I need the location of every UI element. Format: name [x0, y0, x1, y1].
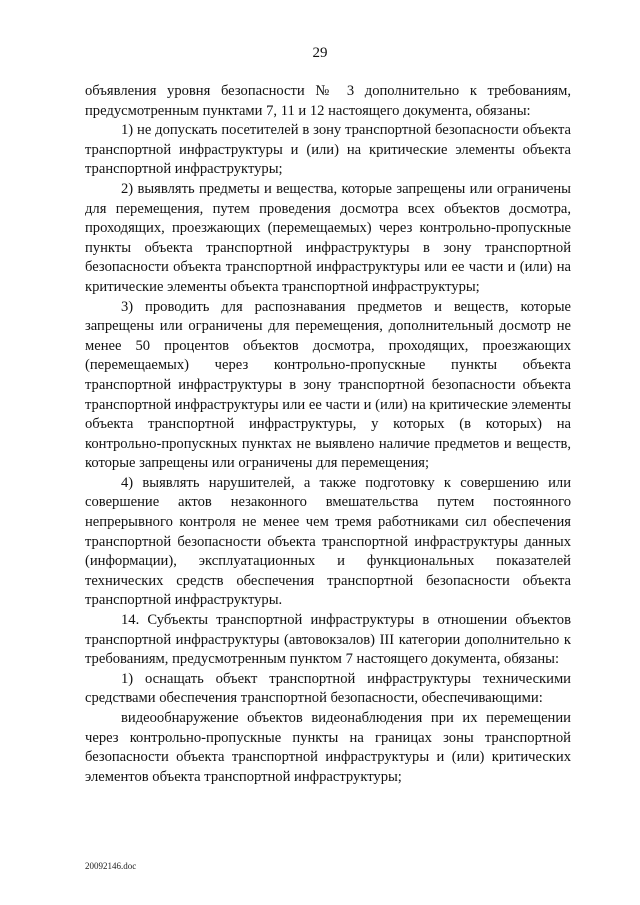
paragraph-item-1: 1) не допускать посетителей в зону транспортной безопасности объекта транспортной инфраструктуры и (или) на критические элементы объекта транспортной инфраструктуры;: [85, 122, 571, 178]
document-body: [85, 82, 571, 787]
paragraph-video-detection: видеообнаружение объектов видеонаблюдения при их перемещении через контрольно-пропускные пункты на границах зоны транспортной безопасности объекта транспортной инфраструктуры и (или) критических элементов объекта транспортной инфраструктуры;: [85, 710, 571, 785]
footer-filename: 20092146.doc: [85, 861, 137, 871]
paragraph-item-3: 3) проводить для распознавания предметов и веществ, которые запрещены или ограничены для перемещения, дополнительный досмотр не менее 50 процентов объектов досмотра, проходящих, проезжающих (перемещаемых) через контрольно-пропускные пункты объекта транспортной инфраструктуры в зону транспортной безопасности объекта транспортной инфраструктуры или ее части и (или) на критические элементы объекта транспортной инфраструктуры, у которых (в которых) на контрольно-пропускных пунктах не выявлено наличие предметов и веществ, которые запрещены или ограничены для перемещения;: [85, 298, 571, 472]
paragraph-section-14: 14. Субъекты транспортной инфраструктуры в отношении объектов транспортной инфраструктуры (автовокзалов) III категории дополнительно к требованиям, предусмотренным пунктом 7 настоящего документа, обязаны:: [85, 612, 571, 668]
paragraph-item-4: 4) выявлять нарушителей, а также подготовку к совершению или совершение актов незаконного вмешательства путем постоянного непрерывного контроля не менее чем тремя работниками сил обеспечения транспортной безопасности объекта транспортной инфраструктуры данных (информации), эксплуатационных и функциональных показателей технических средств обеспечения транспортной безопасности объекта транспортной инфраструктуры.: [85, 474, 571, 609]
paragraph-section-14-item-1: 1) оснащать объект транспортной инфраструктуры техническими средствами обеспечения транспортной безопасности, обеспечивающими:: [85, 670, 571, 707]
paragraph-item-2: 2) выявлять предметы и вещества, которые запрещены или ограничены для перемещения, путем проведения досмотра всех объектов досмотра, проходящих, проезжающих (перемещаемых) через контрольно-пропускные пункты объекта транспортной инфраструктуры в зону транспортной безопасности объекта транспортной инфраструктуры или ее части и (или) на критические элементы объекта транспортной инфраструктуры;: [85, 180, 571, 295]
paragraph-intro: объявления уровня безопасности № 3 дополнительно к требованиям, предусмотренным пунктами 7, 11 и 12 настоящего документа, обязаны:: [85, 83, 571, 119]
page-number: 29: [312, 45, 328, 61]
